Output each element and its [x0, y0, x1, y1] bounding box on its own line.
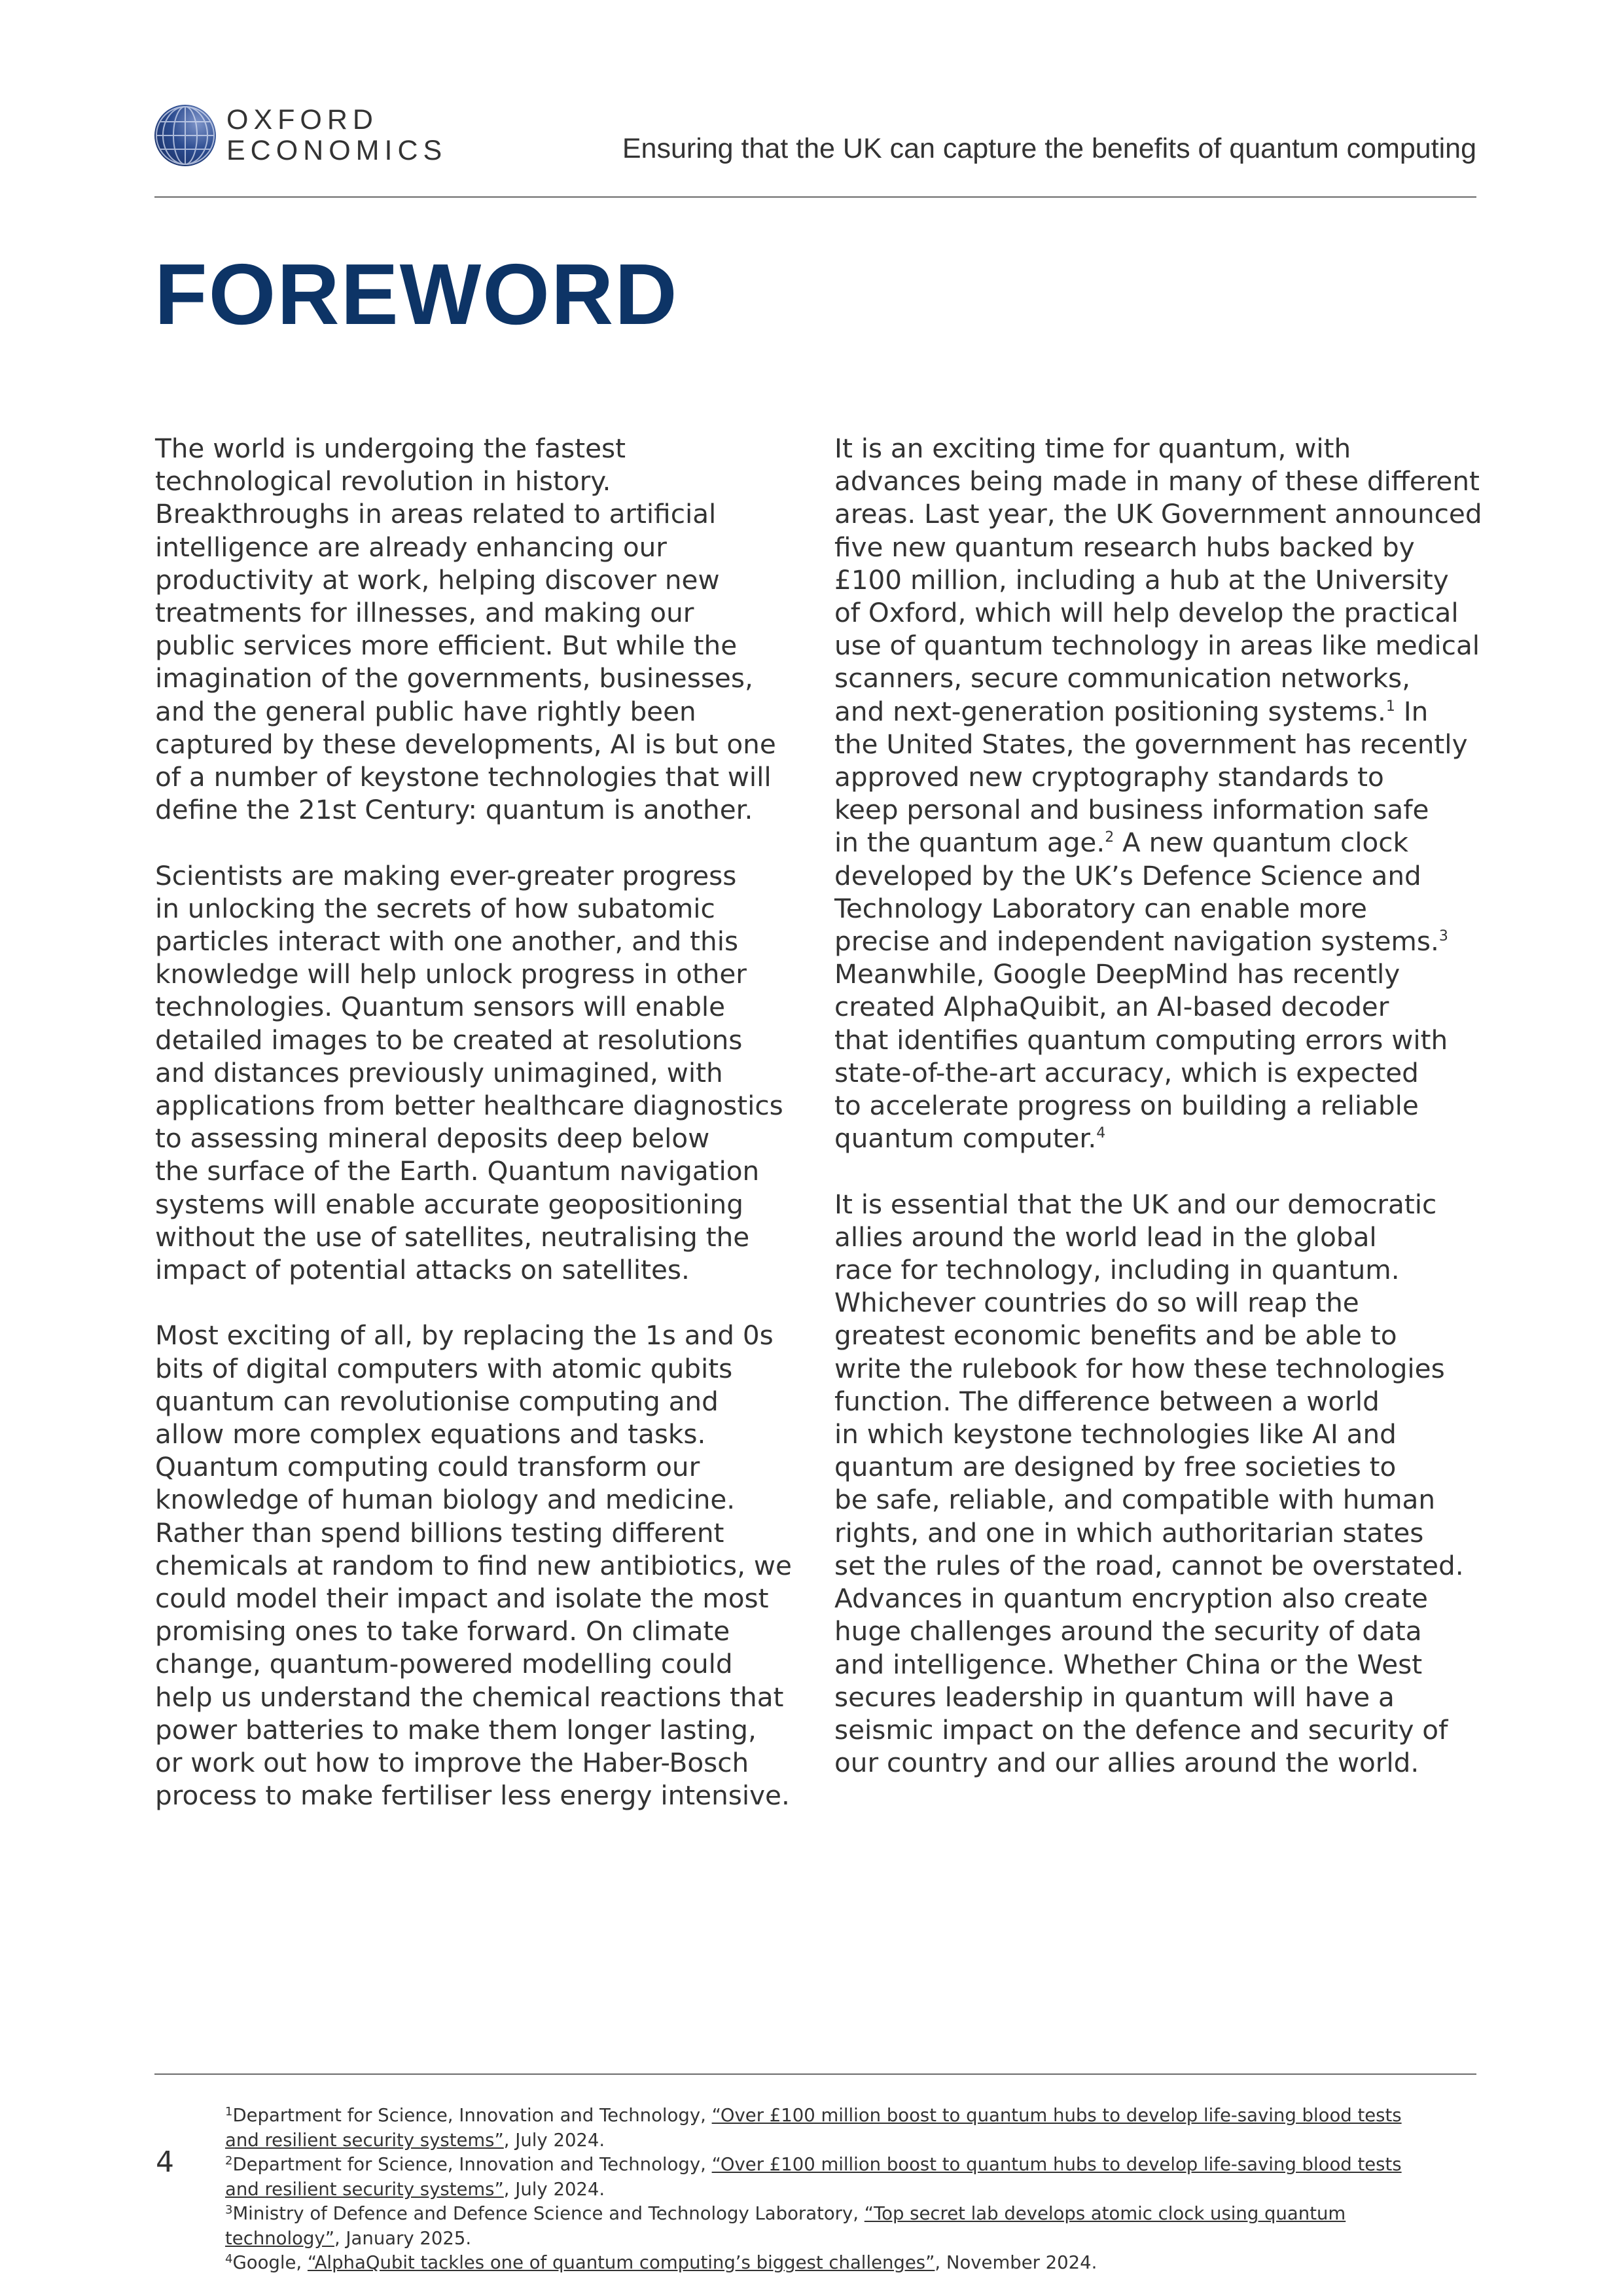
- footnote-ref-3[interactable]: 3: [1438, 928, 1448, 945]
- paragraph: It is essential that the UK and our democratic allies around the world lead in the global race for technology, including in quantum. Whichever countries do so will reap the greatest economic benefits and be able to write the rulebook for how these technologies function. The difference between a world in which keystone technologies like AI and quantum are designed by free societies to be safe, reliable, and compatible with human rights, and one in which authoritarian states set the rules of the road, cannot be overstated. Advances in quantum encryption also create huge challenges around the security of data and intelligence. Whether China or the West secures leadership in quantum will have a seismic impact on the defence and security of our country and our allies around the world.: [834, 1188, 1464, 1779]
- logo-line-oxford: OXFORD: [226, 104, 378, 135]
- paragraph: Scientists are making ever-greater progress in unlocking the secrets of how subatomic particles interact with one another, and this knowledge will help unlock progress in other technologies. Quantum sensors will enable detailed images to be created at resolutions and distances previously unimagined, with applications from better healthcare diagnostics to assessing mineral deposits deep below the surface of the Earth. Quantum navigation systems will enable accurate geopositioning without the use of satellites, neutralising the impact of potential attacks on satellites.: [155, 859, 783, 1286]
- footnote-number: 2: [225, 2154, 233, 2168]
- footnote-source: Google,: [232, 2252, 308, 2273]
- body-column-right: [834, 432, 1489, 1812]
- page-number: 4: [156, 2145, 174, 2179]
- footnote-link[interactable]: “Over £100 million boost to quantum hubs to develop life-saving blood tests and resilient security systems”: [225, 2105, 1402, 2151]
- footnote-link[interactable]: “Over £100 million boost to quantum hubs to develop life-saving blood tests and resilient security systems”: [225, 2154, 1402, 2200]
- body-column-left: [155, 432, 811, 1845]
- footnote-number: 3: [225, 2203, 233, 2217]
- oxford-economics-logo: [154, 104, 448, 166]
- paragraph-text: Meanwhile, Google DeepMind has recently created AlphaQuibit, an AI-based decoder that identifies quantum computing errors with state-of-the-art accuracy, which is expected to accelerate progress on building a reliable quantum computer.: [834, 958, 1448, 1155]
- footnote-divider: [154, 2073, 1476, 2075]
- footnote-number: 1: [225, 2105, 233, 2119]
- footnote-source: Ministry of Defence and Defence Science and Technology Laboratory,: [232, 2203, 865, 2224]
- paragraph: Most exciting of all, by replacing the 1s and 0s bits of digital computers with atomic qubits quantum can revolutionise computing and allow more complex equations and tasks. Quantum computing could transform our knowledge of human biology and medicine. Rather than spend billions testing different chemicals at random to find new antibiotics, we could model their impact and isolate the most promising ones to take forward. On climate change, quantum-powered modelling could help us understand the chemical reactions that power batteries to make them longer lasting, or work out how to improve the Haber-Bosch process to make fertiliser less energy intensive.: [155, 1319, 792, 1812]
- footnote-source: Department for Science, Innovation and Technology,: [232, 2154, 712, 2175]
- paragraph-text: A new quantum clock developed by the UK’s Defence Science and Technology Laboratory can enable more precise and independent navigation systems.: [834, 827, 1439, 958]
- footnote-ref-4[interactable]: 4: [1096, 1125, 1106, 1142]
- logo-wordmark: [226, 105, 447, 166]
- footnote-1: [225, 2104, 1482, 2153]
- header-divider: [154, 196, 1476, 198]
- paragraph: The world is undergoing the fastest technological revolution in history. Breakthroughs in areas related to artificial intelligence are already enhancing our productivity at work, helping discover new treatments for illnesses, and making our public services more efficient. But while the imagination of the governments, businesses, and the general public have rightly been captured by these developments, AI is but one of a number of keystone technologies that will define the 21st Century: quantum is another.: [155, 433, 776, 826]
- footnote-link[interactable]: “AlphaQubit tackles one of quantum computing’s biggest challenges”: [307, 2252, 935, 2273]
- paragraph-text: It is an exciting time for quantum, with advances being made in many of these different areas. Last year, the UK Government announced five new quantum research hubs backed by £100 million, including a hub at the University of Oxford, which will help develop the practical use of quantum technology in areas like medical scanners, secure communication networks, and next-generation positioning systems.: [834, 433, 1482, 727]
- globe-icon: [154, 105, 216, 166]
- footnote-date: , January 2025.: [334, 2227, 472, 2249]
- footnote-date: , July 2024.: [503, 2129, 605, 2151]
- logo-line-economics: ECONOMICS: [226, 135, 448, 166]
- header-title: Ensuring that the UK can capture the benefits of quantum computing: [622, 133, 1476, 164]
- footnote-ref-1[interactable]: 1: [1385, 698, 1395, 715]
- paragraph: [834, 432, 1489, 1155]
- footnotes: [225, 2104, 1482, 2276]
- footnote-3: [225, 2202, 1482, 2251]
- footnote-2: [225, 2153, 1482, 2202]
- footnote-source: Department for Science, Innovation and Technology,: [232, 2105, 712, 2126]
- paragraph-text: In the United States, the government has recently approved new cryptography standards to keep personal and business information safe in the quantum age.: [834, 695, 1468, 859]
- page-title: FOREWORD: [154, 246, 679, 342]
- footnote-4: [225, 2251, 1482, 2276]
- footnote-number: 4: [225, 2252, 233, 2266]
- footnote-ref-2[interactable]: 2: [1105, 829, 1115, 846]
- footnote-date: , November 2024.: [935, 2252, 1097, 2273]
- footnote-link[interactable]: “Top secret lab develops atomic clock using quantum technology”: [225, 2203, 1346, 2249]
- footnote-date: , July 2024.: [503, 2178, 605, 2200]
